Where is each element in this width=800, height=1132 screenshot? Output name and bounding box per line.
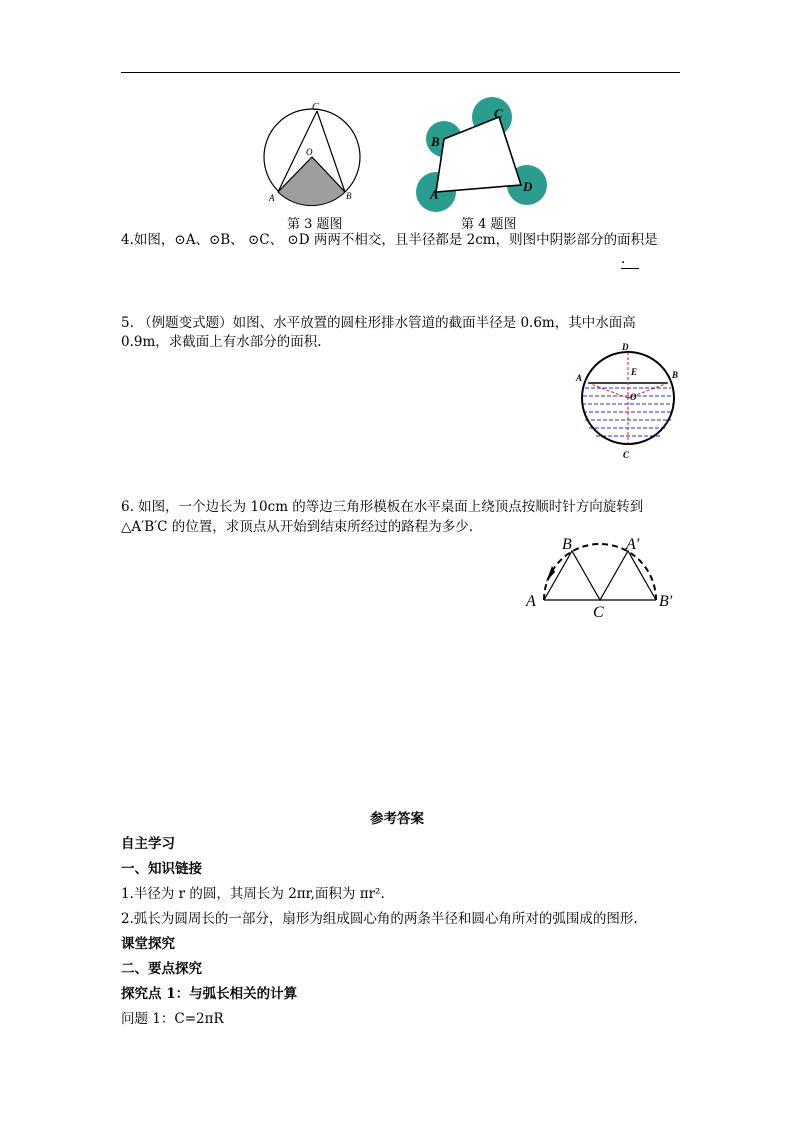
answers-title: 参考答案 xyxy=(370,811,424,827)
question-6-line-2: △A′B′C 的位置，求顶点从开始到结束所经过的路程为多少. xyxy=(121,519,474,535)
figure-4-caption: 第 4 题图 xyxy=(461,217,517,232)
fig6-label-a: A xyxy=(526,593,536,610)
question-4-line-1: 4.如图，⊙A、⊙B、 ⊙C、 ⊙D 两两不相交，且半径都是 2cm，则图中阴影部分的面积是 xyxy=(121,232,658,248)
question-4-answer-blank: . xyxy=(621,250,639,269)
class-explore-heading: 课堂探究 xyxy=(121,936,175,952)
answer-item-1: 1.半径为 r 的圆，其周长为 2πr,面积为 πr². xyxy=(121,886,385,902)
fig5-label-b: B xyxy=(672,370,679,380)
fig3-label-a: A xyxy=(269,193,275,203)
fig5-label-a: A xyxy=(576,373,583,383)
fig5-label-o: O xyxy=(630,392,637,402)
figure-6-diagram xyxy=(522,530,687,620)
fig5-label-c: C xyxy=(623,450,630,460)
fig4-label-c: C xyxy=(494,106,503,121)
fig5-label-e: E xyxy=(631,367,638,377)
fig4-label-a: A xyxy=(430,187,439,202)
figure-3-diagram xyxy=(255,100,375,210)
problem-1-answer: 问题 1：C=2πR xyxy=(121,1011,224,1027)
question-6-line-1: 6. 如图，一个边长为 10cm 的等边三角形模板在水平桌面上绕顶点按顺时针方向旋转到 xyxy=(121,499,644,515)
explore-point-1-heading: 探究点 1：与弧长相关的计算 xyxy=(121,986,298,1002)
figure-4-diagram xyxy=(410,95,560,215)
fig6-label-a-prime: A′ xyxy=(626,536,640,553)
fig3-label-c: C xyxy=(312,102,319,113)
question-5-line-2: 0.9m，求截面上有水部分的面积. xyxy=(121,334,322,350)
header-rule xyxy=(121,72,680,73)
fig3-label-b: B xyxy=(346,191,352,201)
fig3-label-o: O xyxy=(306,147,313,157)
fig5-label-d: D xyxy=(622,342,629,352)
fig6-label-b-prime: B′ xyxy=(659,593,673,610)
figure-5-diagram xyxy=(570,340,690,465)
fig4-label-d: D xyxy=(523,179,533,194)
answer-item-2: 2.弧长为圆周长的一部分，扇形为组成圆心角的两条半径和圆心角所对的弧围成的图形. xyxy=(121,911,638,927)
fig6-label-c: C xyxy=(593,604,604,621)
question-5-line-1: 5. （例题变式题）如图、水平放置的圆柱形排水管道的截面半径是 0.6m，其中水面高 xyxy=(121,315,636,331)
figure-3-caption: 第 3 题图 xyxy=(287,217,343,232)
self-study-heading: 自主学习 xyxy=(121,836,175,852)
fig4-label-b: B xyxy=(431,134,440,149)
section-1-heading: 一、知识链接 xyxy=(121,861,202,877)
section-2-heading: 二、要点探究 xyxy=(121,961,202,977)
fig6-label-b: B xyxy=(562,536,572,553)
